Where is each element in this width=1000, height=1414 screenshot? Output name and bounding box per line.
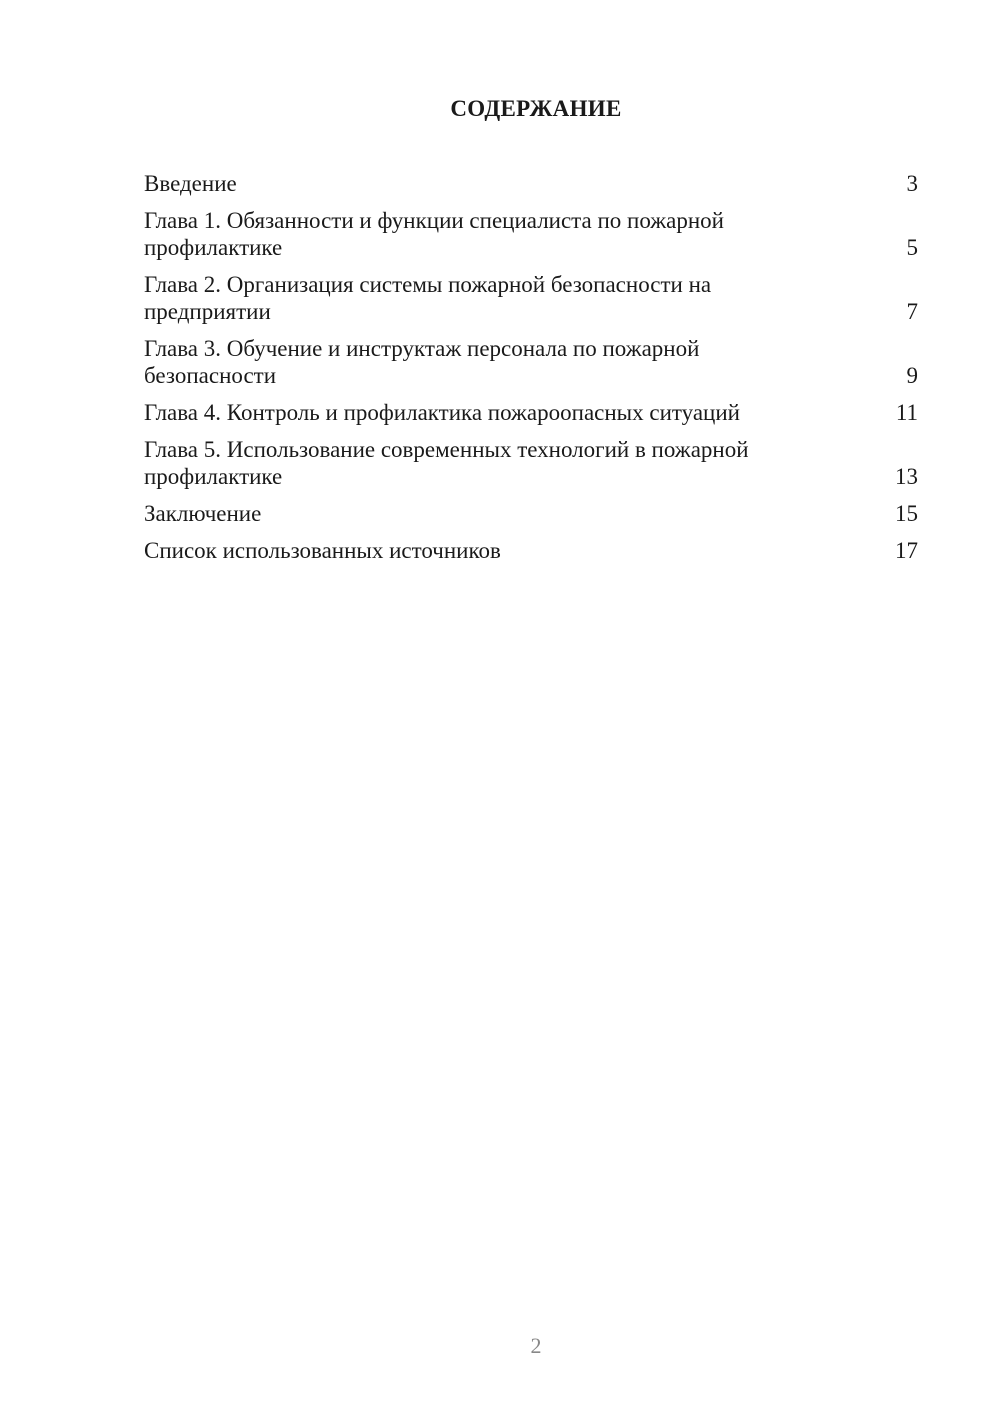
toc-entry-title: [144, 207, 724, 261]
toc-entry-page-number: 5: [906, 235, 918, 260]
table-of-contents: [144, 170, 918, 574]
toc-entry-title: [144, 436, 749, 490]
toc-entry-title: [144, 500, 261, 527]
page-title: СОДЕРЖАНИЕ: [450, 96, 622, 121]
toc-entry-title: [144, 335, 699, 389]
toc-entry-title-line: профилактике: [144, 235, 283, 260]
toc-entry-title: [144, 271, 711, 325]
toc-entry-conclusion[interactable]: [144, 500, 918, 527]
toc-entry-title-line: профилактике: [144, 464, 283, 489]
toc-entry-chapter-2[interactable]: [144, 271, 918, 325]
toc-entry-chapter-1[interactable]: [144, 207, 918, 261]
toc-entry-title-line: Глава 2. Организация системы пожарной безопасности на: [144, 272, 712, 297]
toc-entry-page-number: 3: [906, 171, 918, 196]
toc-entry-page-number: 7: [906, 299, 918, 324]
toc-entry-title-line: предприятии: [144, 299, 271, 324]
toc-entry-chapter-3[interactable]: [144, 335, 918, 389]
toc-entry-title-line: Глава 4. Контроль и профилактика пожароопасных ситуаций: [144, 400, 740, 425]
toc-entry-title: [144, 537, 501, 564]
toc-entry-chapter-4[interactable]: [144, 399, 918, 426]
page-number: 2: [530, 1333, 542, 1358]
toc-entry-title-line: Список использованных источников: [144, 538, 501, 563]
toc-entry-title-line: безопасности: [144, 363, 277, 388]
toc-entry-title: [144, 399, 740, 426]
toc-entry-title-line: Заключение: [144, 501, 262, 526]
toc-entry-page-number: 13: [895, 464, 918, 489]
toc-entry-title-line: Глава 5. Использование современных технологий в пожарной: [144, 437, 749, 462]
toc-entry-page-number: 11: [895, 400, 918, 425]
toc-entry-page-number: 15: [895, 501, 918, 526]
toc-entry-title: [144, 170, 237, 197]
toc-entry-references[interactable]: [144, 537, 918, 564]
toc-entry-chapter-5[interactable]: [144, 436, 918, 490]
toc-entry-title-line: Глава 3. Обучение и инструктаж персонала по пожарной: [144, 336, 700, 361]
toc-entry-title-line: Глава 1. Обязанности и функции специалиста по пожарной: [144, 208, 724, 233]
toc-entry-title-line: Введение: [144, 171, 237, 196]
toc-entry-page-number: 17: [895, 538, 918, 563]
toc-entry-introduction[interactable]: [144, 170, 918, 197]
toc-entry-page-number: 9: [906, 363, 918, 388]
